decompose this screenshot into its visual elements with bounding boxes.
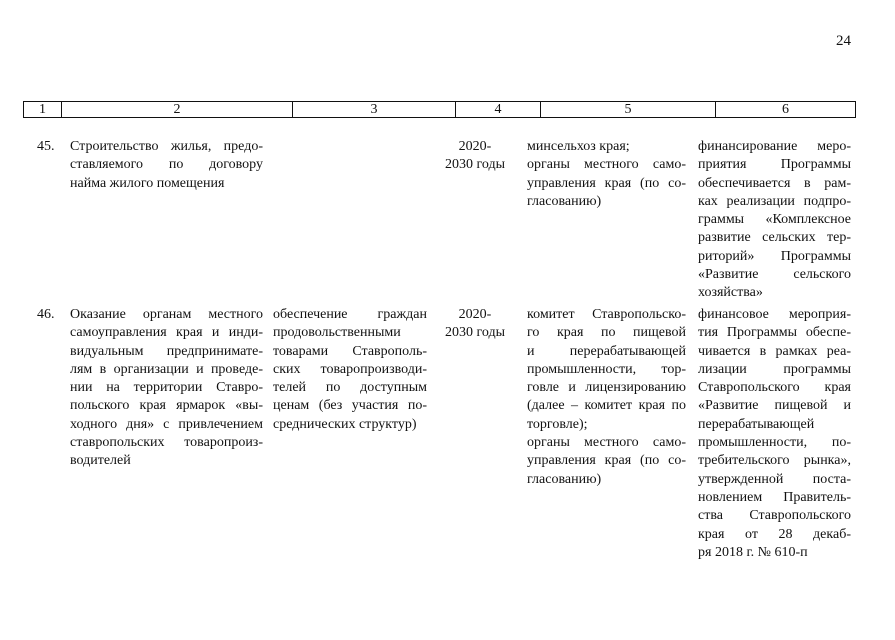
executors-line: управления края (по со- [527, 175, 686, 191]
measure-title [70, 138, 263, 193]
financing-line: ря 2018 г. № 610-п [698, 544, 808, 560]
financing-line: утвержденной поста- [698, 471, 851, 487]
measure-title [70, 306, 263, 471]
financing-line: обеспечивается в рам- [698, 175, 851, 191]
financing [698, 306, 851, 562]
implementation-period [440, 306, 510, 343]
header-cell-1: 1 [39, 102, 46, 117]
measure-title-line: самоуправления края и инди- [70, 325, 263, 341]
header-cell-4: 4 [455, 102, 540, 117]
executors-line: промышленности, тор- [527, 361, 686, 377]
executors-line: говле и лицензированию [527, 380, 686, 396]
executors-line: органы местного само- [527, 157, 686, 173]
expected-result-line: среднических структур) [273, 416, 417, 432]
period-line: 2030 годы [444, 325, 506, 341]
measure-title-line: лям в организации и проведе- [70, 361, 263, 377]
expected-result-line: ценам (без участия по- [273, 398, 427, 414]
financing-line: ства Ставропольского [698, 508, 851, 524]
financing-line: перерабатывающей [698, 416, 815, 432]
financing-line: лизации программы [698, 361, 851, 377]
financing-line: финансовое мероприя- [698, 307, 851, 322]
expected-result [273, 306, 427, 434]
executors-line: минсельхоз края; [527, 139, 630, 154]
measure-title-line: польского края ярмарок «вы- [70, 398, 263, 414]
executors-line: го края по пищевой [527, 325, 686, 341]
financing-line: новлением Правитель- [698, 489, 851, 505]
financing-line: приятия Программы [698, 157, 851, 173]
executors-line: комитет Ставропольско- [527, 307, 686, 322]
financing-line: риторий» Программы [698, 248, 851, 264]
expected-result-line: ских товаропроизводи- [273, 361, 427, 377]
measure-title-line: нии на территории Ставро- [70, 380, 263, 396]
executors-line: торговле); [527, 416, 588, 432]
measure-title-line: ставляемого по договору [70, 157, 263, 173]
expected-result-line: товарами Ставрополь- [273, 343, 427, 359]
row-number: 46. [37, 307, 55, 322]
executors [527, 306, 686, 489]
period-line: 2020- [458, 139, 492, 154]
row-number: 45. [37, 139, 55, 154]
measure-title-line: видуальным предпринимате- [70, 343, 263, 359]
financing [698, 138, 851, 303]
period-line: 2020- [458, 307, 492, 322]
financing-line: финансирование меро- [698, 139, 851, 154]
measure-title-line: найма жилого помещения [70, 175, 225, 191]
measure-title-line: водителей [70, 453, 131, 469]
page-number: 24 [836, 33, 851, 49]
header-cell-6: 6 [715, 102, 855, 117]
expected-result-line: продовольственными [273, 325, 401, 341]
financing-line: чивается в рамках реа- [698, 343, 851, 359]
expected-result-line: обеспечение граждан [273, 307, 427, 322]
financing-line: развитие сельских тер- [698, 230, 851, 246]
expected-result-line: телей по доступным [273, 380, 427, 396]
financing-line: Ставропольского края [698, 380, 851, 396]
financing-line: промышленности, по- [698, 435, 851, 451]
executors-line: (далее – комитет края по [527, 398, 686, 414]
period-line: 2030 годы [444, 157, 506, 173]
measure-title-line: Строительство жилья, предо- [70, 139, 263, 154]
header-cell-2: 2 [61, 102, 292, 117]
financing-line: края от 28 декаб- [698, 526, 851, 542]
measure-title-line: ставропольских товаропроиз- [70, 435, 263, 451]
executors-line: органы местного само- [527, 435, 686, 451]
executors-line: и перерабатывающей [527, 343, 686, 359]
financing-line: «Развитие сельского [698, 267, 851, 283]
executors-line: гласованию) [527, 193, 602, 209]
header-cell-5: 5 [540, 102, 715, 117]
executors-line: гласованию) [527, 471, 602, 487]
financing-line: граммы «Комплексное [698, 212, 851, 228]
executors [527, 138, 686, 211]
financing-line: ках реализации подпро- [698, 193, 851, 209]
financing-line: «Развитие пищевой и [698, 398, 851, 414]
financing-line: требительского рынка», [698, 453, 851, 469]
implementation-period [440, 138, 510, 175]
financing-line: хозяйства» [698, 285, 763, 301]
measure-title-line: ходного дня» с привлечением [70, 416, 263, 432]
measure-title-line: Оказание органам местного [70, 307, 263, 322]
financing-line: тия Программы обеспе- [698, 325, 851, 341]
table-header-row [23, 101, 856, 118]
header-cell-3: 3 [292, 102, 455, 117]
executors-line: управления края (по со- [527, 453, 686, 469]
